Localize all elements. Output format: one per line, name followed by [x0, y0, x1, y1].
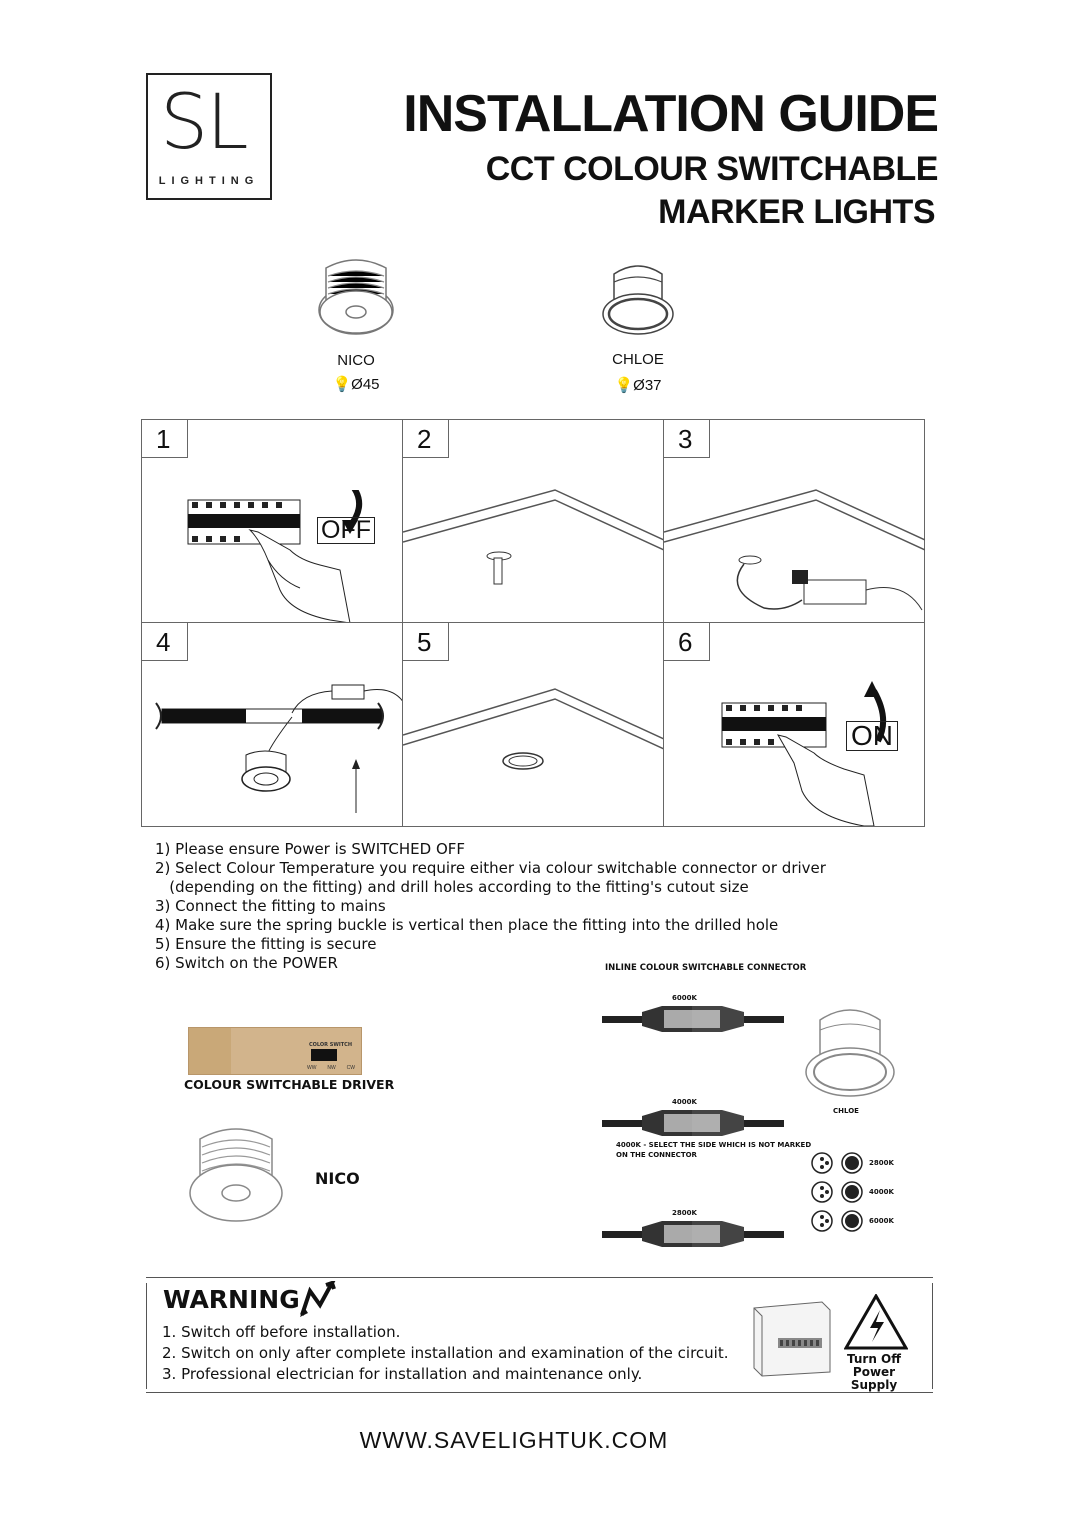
step-2-panel: [403, 420, 664, 623]
ceiling-drill-illustration: [403, 480, 664, 623]
page-subtitle-line1: CCT COLOUR SWITCHABLE: [485, 150, 938, 188]
driver-switch-label: COLOR SWITCH: [309, 1042, 353, 1048]
driver-caption: COLOUR SWITCHABLE DRIVER: [184, 1077, 395, 1092]
warning-title: WARNING: [163, 1285, 300, 1314]
chloe-illustration: [598, 258, 678, 338]
on-label: ON: [846, 721, 898, 751]
badge-line: Turn Off: [847, 1352, 901, 1366]
off-label: OFF: [317, 517, 375, 544]
warning-list: [162, 1322, 729, 1385]
instruction-list: [155, 840, 826, 973]
step-number: 4: [142, 623, 188, 661]
website-url[interactable]: WWW.SAVELIGHTUK.COM: [359, 1427, 669, 1453]
fuse-box-icon: [752, 1300, 832, 1378]
step-number: 2: [403, 420, 449, 458]
fitting-installed-illustration: [403, 683, 664, 826]
badge-line: Power Supply: [850, 1365, 898, 1392]
switch-position: WW: [307, 1065, 317, 1071]
connector-6000k-illustration: [602, 1002, 784, 1036]
bulb-icon: 💡: [614, 377, 634, 394]
chloe-large-illustration: [802, 1000, 898, 1100]
steps-grid: [141, 419, 925, 827]
breaker-off-illustration: [180, 490, 380, 623]
step-number: 3: [664, 420, 710, 458]
driver-box-side: [189, 1028, 231, 1074]
warning-item: 1. Switch off before installation.: [162, 1323, 401, 1341]
product-name-chloe: CHLOE: [612, 351, 664, 368]
step-number: 1: [142, 420, 188, 458]
instruction-item: 1) Please ensure Power is SWITCHED OFF: [155, 840, 466, 858]
instruction-item: 3) Connect the fitting to mains: [155, 897, 386, 915]
instruction-item: 2) Select Colour Temperature you require either via colour switchable connector or driver: [155, 859, 826, 877]
insert-fitting-illustration: [142, 673, 403, 826]
chloe-label: CHLOE: [833, 1107, 859, 1115]
step-number: 6: [664, 623, 710, 661]
driver-box-illustration: [188, 1027, 362, 1075]
step-4-panel: [142, 623, 403, 826]
step-1-panel: [142, 420, 403, 623]
product-size-nico: [296, 375, 416, 393]
page-title: INSTALLATION GUIDE: [403, 85, 938, 143]
pin-label-4000k: 4000K: [869, 1188, 894, 1196]
instruction-item: 5) Ensure the fitting is secure: [155, 935, 377, 953]
driver-switch-positions: [307, 1065, 355, 1071]
product-name-nico: NICO: [337, 352, 375, 369]
high-voltage-icon: [844, 1294, 908, 1350]
pin-diagram: [810, 1152, 866, 1234]
connector-note-line: ON THE CONNECTOR: [616, 1151, 697, 1159]
turn-off-badge: [830, 1353, 918, 1392]
lightning-icon: [298, 1281, 342, 1317]
warning-divider-right: [932, 1283, 933, 1389]
switch-position: CW: [346, 1065, 355, 1071]
step-3-panel: [664, 420, 925, 623]
logo-subtitle: LIGHTING: [158, 175, 260, 187]
connector-note-line: 4000K - SELECT THE SIDE WHICH IS NOT MARKED: [616, 1141, 812, 1149]
instruction-item: (depending on the fitting) and drill holes according to the fitting's cutout size: [155, 878, 749, 896]
bulb-icon: 💡: [332, 376, 352, 393]
warning-divider-left: [146, 1283, 147, 1389]
brand-logo: [146, 73, 272, 200]
switch-position: NW: [327, 1065, 336, 1071]
size-value: Ø45: [351, 376, 380, 393]
nico-illustration: [314, 248, 398, 340]
nico-large-illustration: [186, 1117, 286, 1227]
connector-2800k-illustration: [602, 1217, 784, 1251]
step-number: 5: [403, 623, 449, 661]
step-6-panel: [664, 623, 925, 826]
step-5-panel: [403, 623, 664, 826]
pin-label-6000k: 6000K: [869, 1217, 894, 1225]
instruction-item: 4) Make sure the spring buckle is vertical then place the fitting into the drilled hole: [155, 916, 779, 934]
pin-label-2800k: 2800K: [869, 1159, 894, 1167]
connector-4000k-illustration: [602, 1106, 784, 1140]
connector-label-4000k: 4000K: [672, 1098, 697, 1106]
size-value: Ø37: [633, 377, 662, 394]
page-subtitle-line2: MARKER LIGHTS: [658, 193, 935, 231]
warning-item: 2. Switch on only after complete installation and examination of the circuit.: [162, 1344, 729, 1362]
instruction-item: 6) Switch on the POWER: [155, 954, 338, 972]
connector-title: INLINE COLOUR SWITCHABLE CONNECTOR: [605, 963, 807, 973]
warning-item: 3. Professional electrician for installation and maintenance only.: [162, 1365, 643, 1383]
logo-mark: SL: [160, 77, 247, 166]
driver-switch: [311, 1049, 337, 1061]
product-size-chloe: [578, 376, 698, 394]
connect-mains-illustration: [664, 480, 925, 623]
connector-label-6000k: 6000K: [672, 994, 697, 1002]
connector-note: [616, 1140, 811, 1160]
nico-label: NICO: [315, 1169, 360, 1188]
connector-label-2800k: 2800K: [672, 1209, 697, 1217]
